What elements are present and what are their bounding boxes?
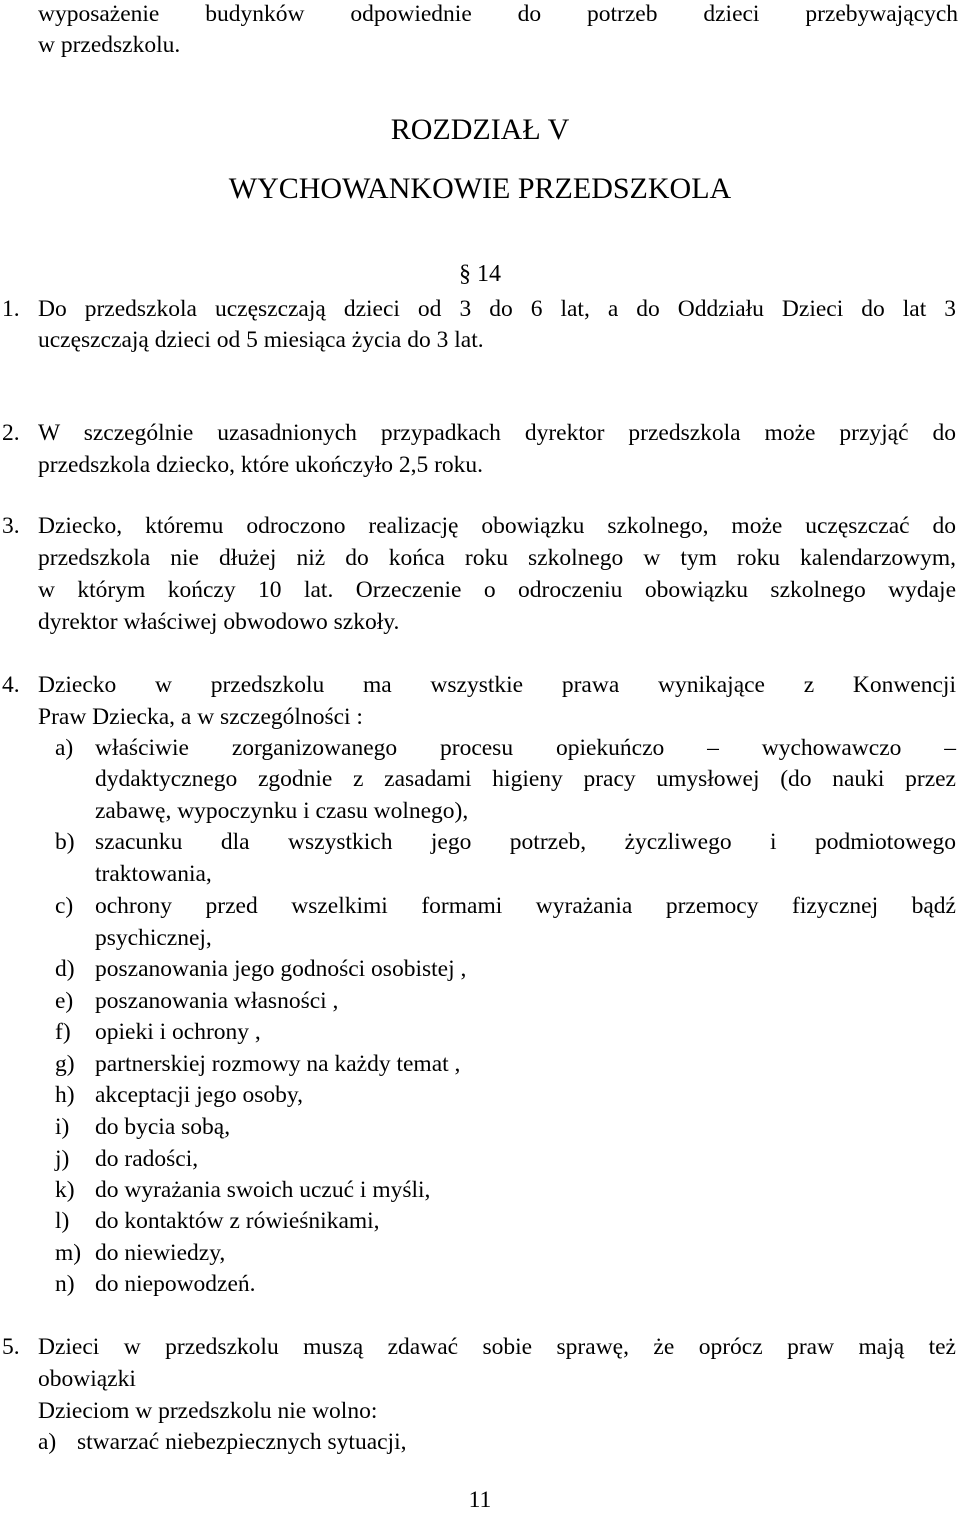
subitem-letter: a) xyxy=(55,735,74,761)
subitem-letter: j) xyxy=(55,1146,70,1172)
subitem-letter: m) xyxy=(55,1240,82,1266)
subitem-line: partnerskiej rozmowy na każdy temat , xyxy=(95,1051,461,1077)
subitem-letter: f) xyxy=(55,1019,71,1045)
subitem-letter: b) xyxy=(55,829,75,855)
item-number: 4. xyxy=(2,672,20,698)
chapter-number: ROZDZIAŁ V xyxy=(390,113,570,146)
subitem-line: stwarzać niebezpiecznych sytuacji, xyxy=(77,1429,407,1455)
subitem-letter: l) xyxy=(55,1208,70,1234)
subitem-line: akceptacji jego osoby, xyxy=(95,1082,303,1108)
subitem-line: do kontaktów z rówieśnikami, xyxy=(95,1208,380,1234)
item-2-line-2: przedszkola dziecko, które ukończyło 2,5 roku. xyxy=(38,452,484,478)
item-number: 2. xyxy=(2,420,20,446)
subitem-letter: a) xyxy=(38,1429,57,1455)
subitem-letter: d) xyxy=(55,956,75,982)
item-4-line-2: Praw Dziecka, a w szczególności : xyxy=(38,704,363,730)
subitem-line: dydaktycznego zgodnie z zasadami higieny pracy umysłowej (do nauki przez xyxy=(95,766,956,792)
subitem-line: ochrony przed wszelkimi formami wyrażania przemocy fizycznej bądź xyxy=(95,893,956,919)
subitem-line: do niepowodzeń. xyxy=(95,1271,256,1297)
chapter-title: WYCHOWANKOWIE PRZEDSZKOLA xyxy=(228,172,732,205)
carryover-text-line-2: w przedszkolu. xyxy=(38,32,181,58)
item-1-line-2: uczęszczają dzieci od 5 miesiąca życia do 3 lat. xyxy=(38,327,484,353)
item-5-line-3: Dzieciom w przedszkolu nie wolno: xyxy=(38,1398,378,1424)
subitem-letter: h) xyxy=(55,1082,75,1108)
item-number: 1. xyxy=(2,296,20,322)
subitem-letter: c) xyxy=(55,893,74,919)
subitem-letter: g) xyxy=(55,1051,75,1077)
subitem-letter: k) xyxy=(55,1177,75,1203)
item-number: 5. xyxy=(2,1334,20,1360)
item-1-line-1: Do przedszkola uczęszczają dzieci od 3 do 6 lat, a do Oddziału Dzieci do lat 3 xyxy=(38,296,956,322)
subitem-line: szacunku dla wszystkich jego potrzeb, życzliwego i podmiotowego xyxy=(95,829,956,855)
subitem-line: do bycia sobą, xyxy=(95,1114,231,1140)
subitem-line: traktowania, xyxy=(95,861,212,887)
subitem-line: zabawę, wypoczynku i czasu wolnego), xyxy=(95,798,469,824)
subitem-letter: i) xyxy=(55,1114,70,1140)
subitem-line: do niewiedzy, xyxy=(95,1240,226,1266)
subitem-line: poszanowania własności , xyxy=(95,988,339,1014)
item-3-line-4: dyrektor właściwej obwodowo szkoły. xyxy=(38,609,400,635)
item-4-line-1: Dziecko w przedszkolu ma wszystkie prawa wynikające z Konwencji xyxy=(38,672,956,698)
item-5-line-1: Dzieci w przedszkolu muszą zdawać sobie sprawę, że oprócz praw mają też xyxy=(38,1334,956,1360)
subitem-letter: n) xyxy=(55,1271,75,1297)
item-2-line-1: W szczególnie uzasadnionych przypadkach dyrektor przedszkola może przyjąć do xyxy=(38,420,956,446)
item-number: 3. xyxy=(2,513,20,539)
carryover-text-line-1: wyposażenie budynków odpowiednie do potrzeb dzieci przebywających xyxy=(38,1,958,27)
subitem-line: do wyrażania swoich uczuć i myśli, xyxy=(95,1177,431,1203)
paragraph-number: § 14 xyxy=(459,261,501,287)
subitem-line: do radości, xyxy=(95,1146,199,1172)
subitem-line: właściwie zorganizowanego procesu opiekuńczo – wychowawczo – xyxy=(95,735,956,761)
item-5-line-2: obowiązki xyxy=(38,1366,136,1392)
subitem-line: opieki i ochrony , xyxy=(95,1019,261,1045)
subitem-line: poszanowania jego godności osobistej , xyxy=(95,956,467,982)
item-3-line-1: Dziecko, któremu odroczono realizację obowiązku szkolnego, może uczęszczać do xyxy=(38,513,956,539)
item-3-line-2: przedszkola nie dłużej niż do końca roku szkolnego w tym roku kalendarzowym, xyxy=(38,545,956,571)
page-number: 11 xyxy=(468,1487,492,1513)
subitem-line: psychicznej, xyxy=(95,925,212,951)
subitem-letter: e) xyxy=(55,988,74,1014)
item-3-line-3: w którym kończy 10 lat. Orzeczenie o odroczeniu obowiązku szkolnego wydaje xyxy=(38,577,956,603)
